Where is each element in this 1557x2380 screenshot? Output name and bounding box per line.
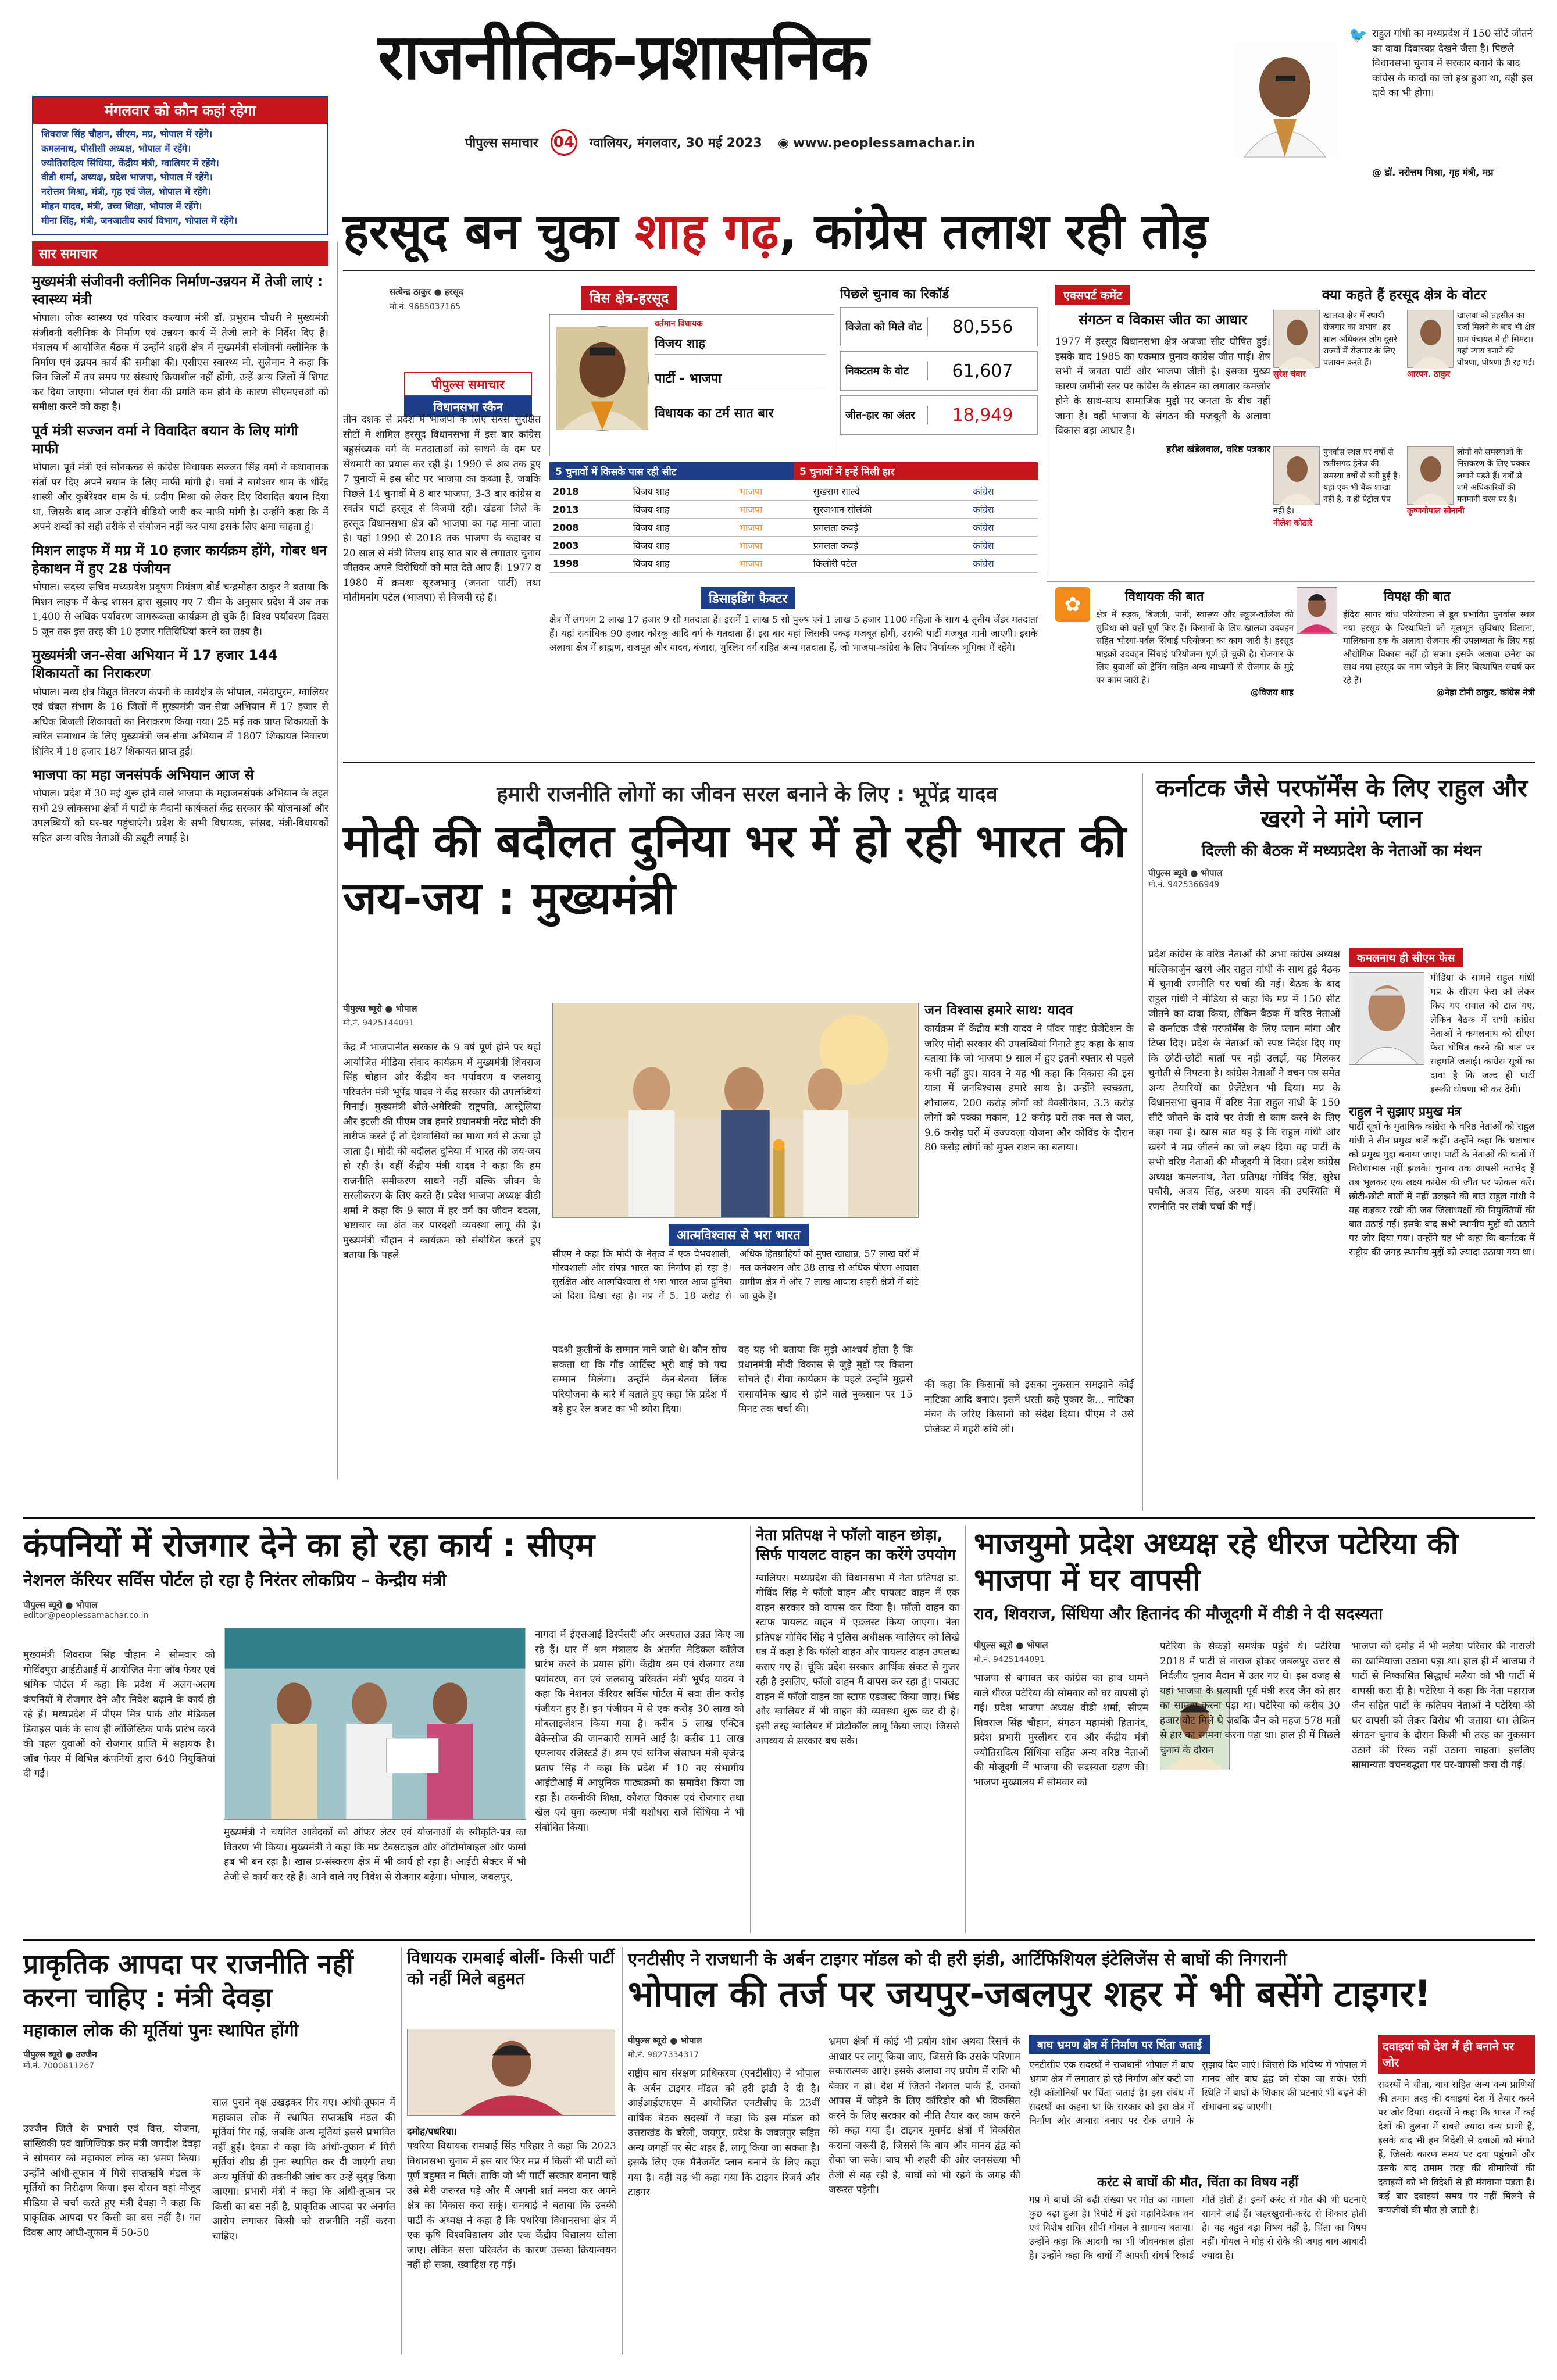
voter-card [1407, 446, 1535, 577]
tiger-box [1029, 2035, 1366, 2349]
history-cell: कांग्रेस [969, 483, 1038, 501]
dheeraj-body2: पटेरिया के सैकड़ों समर्थक पहुंचे थे। पटेरिया 2018 में पार्टी से नाराज होकर जबलपुर उत्तर से निर्दलीय चुनाव मैदान में उतर गए थे। इस वजह से यहां भाजपा के प्रत्याशी पूर्व मंत्री शरद जैन को हार का सामना करना पड़ा था। पटेरिया को करीब 30 हजार वोट मिले थे जबकि जैन को महज 578 मतों से हार का सामना करना पड़ा था। हाल ही में पिछले चुनाव के दौरान [1160, 1641, 1340, 1756]
brief-rail-title: सार समाचार [32, 241, 328, 266]
harsud-byline: सत्येन्द्र ठाकुर ● हरसूद [390, 287, 464, 297]
tiger-body1: राष्ट्रीय बाघ संरक्षण प्राधिकरण (एनटीसीए) ने भोपाल के अर्बन टाइगर मॉडल को हरी झंडी दे दी है। आईआईएफएम में आयोजित एनटीसीए के 23वीं वार्षिक बैठक सदस्यों ने कहा कि इस मॉडल को उत्तराखंड के बरेली, जयपुर, प्रदेश के जबलपुर सहित अन्य जगहों पर सेट शहर हैं, लागू किया जा सकता है। इसके लिए एक मैनेजमेंट प्लान बनाने के लिए कहा गया है। वहीं यह भी कहा गया कि टाइगर रिजर्व और टाइगर [628, 2068, 820, 2198]
record-label: निकटतम के वोट [841, 362, 928, 380]
harsud-story [343, 198, 1535, 756]
folio-date: ग्वालियर, मंगलवार, 30 मई 2023 [589, 136, 762, 151]
harsud-headline [343, 203, 1535, 260]
dheeraj-mobile: मो.नं. 9425144091 [974, 1655, 1045, 1664]
history-cell: भाजपा [735, 555, 810, 573]
history-cell: किलोरी पटेल [810, 555, 970, 573]
history-cell: सुखराम साल्वे [810, 483, 970, 501]
history-box [549, 462, 1038, 581]
record-value: 80,556 [952, 316, 1013, 337]
harsud-headline-a: हरसूद बन चुका [343, 203, 635, 260]
opp-title: विपक्ष की बात [1384, 589, 1451, 604]
brief-list [32, 273, 328, 846]
brief-headline: मिशन लाइफ में मप्र में 10 हजार कार्यक्रम होंगे, गोबर धन हेकाथन में हुए 28 पंजीयन [32, 542, 327, 577]
opp-box [1297, 587, 1535, 698]
voter-name: कृष्णगोपाल सोनानी [1407, 506, 1465, 516]
voters-title: क्या कहते हैं हरसूद क्षेत्र के वोटर [1322, 287, 1487, 303]
globe-icon: ◉ [777, 136, 790, 151]
modi-headline: मोदी की बदौलत दुनिया भर में हो रही भारत की जय-जय : मुख्यमंत्री [343, 816, 1126, 925]
history-cell: कांग्रेस [969, 519, 1038, 537]
history-cell: विजय शाह [630, 519, 735, 537]
modi-side-title: जन विश्वास हमारे साथ: यादव [924, 1003, 1073, 1018]
history-row [549, 555, 1038, 573]
deciding-title: डिसाइडिंग फैक्टर [701, 587, 795, 609]
mahakal-mobile: मो.नं. 7000811267 [23, 2061, 95, 2071]
modi-body4: की कहा कि किसानों को इसका नुकसान समझाने कोई नाटिका आदि बनाएं। इसमें धरती कहे पुकार के... नाटिका मंचन के जरिए किसानों को संदेश दिया। पीएम ने उसे प्रोजेक्ट में गहरी रुचि ली। [924, 1379, 1134, 1435]
tiger-deck: एनटीसीए ने राजधानी के अर्बन टाइगर मॉडल को दी हरी झंडी, आर्टिफिशियल इंटेलिजेंस से बाघों की निगरानी [628, 1949, 1287, 1969]
rambai-photo [407, 2029, 616, 2116]
history-cell: सुरजभान सोलंकी [810, 501, 970, 519]
modi-side [924, 1000, 1134, 1372]
record-row [840, 307, 1038, 346]
harsud-kicker: विस क्षेत्र-हरसूद [581, 286, 677, 310]
bjp-lotus-icon: ✿ [1055, 587, 1090, 622]
scan-brand: पीपुल्स समाचार [404, 372, 532, 396]
voter-photo [1273, 310, 1320, 368]
mahakal-headline: प्राकृतिक आपदा पर राजनीति नहीं करना चाहिए : मंत्री देवड़ा [23, 1948, 353, 2013]
mla-photo [556, 326, 649, 431]
tiger-box-body: एनटीसीए एक सदस्यों ने राजधानी भोपाल में बाघ भ्रमण क्षेत्र में लगातार हो रहे निर्माण और कटी जा रही कॉलोनियों पर चिंता जताई है। इस संबंध में सदस्यों का कहना था कि सरकार को इस क्षेत्र में निर्माण और आवास बनाए पर रोक लगाने के सुझाव दिए जाएं। जिससे कि भविष्य में भोपाल में मानव और बाघ द्वंद्व को रोका जा सके। ऐसी स्थिति में बाघों के शिकार की घटनाएं भी बढ़ने की संभावना बढ़ जाएगी। [1029, 2059, 1366, 2126]
tiger-headline: भोपाल की तर्ज पर जयपुर-जबलपुर शहर में भी बसेंगे टाइगर! [628, 1972, 1431, 2015]
dheeraj-byline: पीपुल्स ब्यूरो ● भोपाल [974, 1640, 1048, 1650]
voter-quote: खालवा क्षेत्र में स्थायी रोजगार का अभाव। हर साल अधिकतर लोग दूसरे राज्यों में रोजगार के लिए पलायन करते हैं। [1323, 311, 1397, 368]
history-cell: कांग्रेस [969, 555, 1038, 573]
schedule-item: ज्योतिरादित्य सिंधिया, केंद्रीय मंत्री, ग्वालियर में रहेंगे। [41, 157, 219, 169]
harsud-headline-b: शाह गढ़ [635, 203, 779, 260]
jobs-byline: पीपुल्स ब्यूरो ● भोपाल [23, 1600, 98, 1611]
modi-mobile: मो.नं. 9425144091 [343, 1019, 415, 1028]
dheeraj-deck: राव, शिवराज, सिंधिया और हितानंद की मौजूदगी में वीडी ने दी सदस्यता [974, 1604, 1383, 1623]
mla-side-box [1055, 587, 1294, 698]
portrait-narottam [1233, 41, 1337, 157]
schedule-item: वीडी शर्मा, अध्यक्ष, प्रदेश भाजपा, भोपाल में रहेंगे। [41, 171, 213, 183]
karnataka-deck: दिल्ली की बैठक में मध्यप्रदेश के नेताओं का मंथन [1201, 842, 1482, 860]
opp-body: इंदिरा सागर बांध परियोजना से डूब प्रभावित पुनर्वास स्थल नया हरसूद के विस्थापितों को मूलभूत सुविधाएं दिलाना, मालिकाना हक के अलावा रोजगार की उपलब्धता के लिए यहां औद्योगिक विकास नहीं हो सका। इसके अलावा छनेरा का साथ नया हरसूद का नाम जोड़ने के लिए विस्थापित संघर्ष कर रहे हैं। [1343, 609, 1535, 685]
record-value: 18,949 [952, 405, 1013, 426]
voter-name: सुरेश चंबार [1273, 370, 1306, 380]
schedule-box [32, 96, 328, 235]
mahakal-story [23, 1947, 395, 2354]
history-cell: प्रमलता कवड़े [810, 537, 970, 555]
dheeraj-story [974, 1526, 1535, 1933]
voters-grid [1273, 310, 1535, 577]
expert-title: एक्सपर्ट कमेंट [1055, 285, 1130, 305]
schedule-item: मीना सिंह, मंत्री, जनजातीय कार्य विभाग, भोपाल में रहेंगे। [41, 215, 238, 226]
history-cell: विजय शाह [630, 483, 735, 501]
opp-photo [1297, 587, 1337, 634]
modi-deck: हमारी राजनीति लोगों का जीवन सरल बनाने के लिए : भूपेंद्र यादव [497, 782, 998, 806]
voters-box [1273, 285, 1535, 576]
expert-headline: संगठन व विकास जीत का आधार [1078, 312, 1248, 328]
karnataka-mobile: मो.नं. 9425366949 [1148, 880, 1220, 889]
tiger-box2-title: करंट से बाघों की मौत, चिंता का विषय नहीं [1097, 2175, 1298, 2190]
brief-rail [32, 241, 328, 1480]
brief-headline: मुख्यमंत्री संजीवनी क्लीनिक निर्माण-उन्नयन में तेजी लाएं : स्वास्थ्य मंत्री [32, 273, 323, 308]
deciding-body: क्षेत्र में लगभग 2 लाख 17 हजार 9 सौ मतदाता हैं। इसमें 1 लाख 5 सौ पुरुष एवं 1 लाख 5 हजार 1100 महिला के साथ 4 तृतीय जेंडर मतदाता हैं। यहां सर्वाधिक 90 हजार कोरकू आदि वर्ग के मतदाता हैं। इस बार यहां जिसकी पकड़ मजबूत होगी, उसकी पार्टी मजबूत मानी जाएगी। इसके अलावा क्षेत्र में ब्राह्मण, राजपूत और यादव, बंजारा, मुस्लिम वर्ग सहित अन्य मतदाता हैं, जो भाजपा-कांग्रेस के लिए निर्णायक भूमिका में रहेंगे। [549, 614, 1038, 653]
tiger-box-title: बाघ भ्रमण क्षेत्र में निर्माण पर चिंता जताई [1029, 2035, 1210, 2054]
history-cell: कांग्रेस [969, 537, 1038, 555]
brief-body: भोपाल। पूर्व मंत्री एवं सोनकच्छ से कांग्रेस विधायक सज्जन सिंह वर्मा ने कथावाचक संतों पर दिए अपने बयान के लिए माफी मांगी है। वर्मा ने बागेश्वर धाम के धीरेंद्र शास्त्री और कुबेरेश्वर धाम के पं. प्रदीप मिश्रा को लेकर दिए विवादित बयान दिया था, जिसके बाद आज उन्होंने वीडियो जारी कर माफी मांगी है। उन्होंने कहा कि मैं अपने शब्दों को सही तरीके से संयोजन नहीं कर पाया इसके लिए क्षमा चाहता हूं। [32, 462, 328, 533]
mahakal-body1: उज्जैन जिले के प्रभारी एवं वित्त, योजना, सांख्यिकी एवं वाणिज्यिक कर मंत्री जगदीश देवड़ा ने सोमवार को महाकाल लोक का भ्रमण किया। उन्होंने आंधी-तूफान में गिरी सप्तऋषि मंडल के मूर्तियों का निरीक्षण किया। इस दौरान वहां मौजूद मीडिया से चर्चा करते हुए मंत्री देवड़ा ने कहा कि प्राकृतिक आपदा पर किसी का बस नहीं है। गत दिवस आए आंधी-तूफान में 50-50 [23, 2123, 201, 2239]
voter-card [1273, 446, 1401, 577]
scan-title: विधानसभा स्कैन [404, 396, 532, 417]
tiger-body2: भ्रमण क्षेत्रों में कोई भी प्रयोग शोध अथवा रिसर्च के आधार पर लागू किया जाए, जिससे कि उसके परिणाम सकारात्मक आएं। इसके अलावा नए प्रयोग में राशि भी बेकार न हो। देश में जितने नेशनल पार्क हैं, उनको आपस में जोड़ने के लिए कॉरिडोर को भी विकसित करने के लिए सरकार को नीति तैयार कर काम करने को कहा गया है। टाइगर मूवमेंट क्षेत्रों में विकसित कराना जरूरी है, जिससे कि बाघ और मानव द्वंद्व को रोका जा सके। बाघ भी शहरी की ओर जनसंख्या भी तेजी से बढ़ रही है, बाघों को भी रहने के जगह की जरूरत पड़ेगी। [829, 2036, 1020, 2196]
karnataka-headline: कर्नाटक जैसे परफॉर्मेंस के लिए राहुल और खरगे ने मांगे प्लान [1156, 774, 1527, 833]
tiger-box2-body: मप्र में बाघों की बढ़ी संख्या पर मौत का मामला कुछ बढ़ा हुआ है। रिपोर्ट में इसे महानिदेशक वन एवं विशेष सचिव सीपी गोयल ने सामान्य बताया। उन्होंने कहा कि आदमी का भी जीवनकाल होता है। उन्होंने कहा कि बाघों में आपसी संघर्ष रिकार्ड मौतें होती हैं। इनमें करंट से मौत की भी घटनाएं सामने आई हैं। जहरखुरानी-करंट से शिकार होती है। यह बहुत बड़ा विषय नहीं है, चिंता का विषय नहीं। गोयल ने मोह से रोके की जगह बाघ आबादी ज्यादा है। [1029, 2194, 1366, 2261]
tiger-side-title: दवाइयां को देश में ही बनाने पर जोर [1378, 2035, 1535, 2074]
tiger-mobile: मो.नं. 9827334317 [628, 2050, 699, 2060]
rambai-headline: विधायक रामबाई बोलीं- किसी पार्टी को नहीं मिले बहुमत [407, 1948, 615, 1989]
history-cell: भाजपा [735, 519, 810, 537]
jobs-email: editor@peoplessamachar.co.in [23, 1611, 149, 1621]
brief-body: भोपाल। प्रदेश में 30 मई शुरू होने वाले भाजपा के महाजनसंपर्क अभियान के तहत सभी 29 लोकसभा क्षेत्रों में पार्टी के मैदानी कार्यकर्ता केंद्र सरकार की योजनाओं और उपलब्धियों को घर-घर पहुंचाएंगे। प्रदेश के सभी विधायक, सांसद, मंत्री-विधायकों सहित अन्य वरिष्ठ नेताओं की ड्यूटी लगाई है। [32, 788, 328, 844]
cmface-title: कमलनाथ ही सीएम फेस [1349, 948, 1463, 967]
modi-photo [552, 1003, 919, 1218]
tiger-byline: पीपुल्स ब्यूरो ● भोपाल [628, 2035, 702, 2046]
tweet-text: राहुल गांधी का मध्यप्रदेश में 150 सीटें जीतने का दावा दिवास्वप्न देखने जैसा है। पिछले विधानसभा चुनाव में सरकार बनाने के बाद कांग्रेस के कादों का जो हश्र हुआ था, वही इस दावे का भी होगा। [1372, 28, 1533, 99]
record-row [840, 395, 1038, 435]
pilot-body: ग्वालियर। मध्यप्रदेश की विधानसभा में नेता प्रतिपक्ष डा. गोविंद सिंह ने फॉलो वाहन और पायलट वाहन में एक वाहन सरकार को वापस कर दिया है। फॉलो वाहन का स्टाफ पायलट वाहन में एडजस्ट किया जाएगा। नेता प्रतिपक्ष गोविंद सिंह ने पुलिस अधीक्षक ग्वालियर को लिखे पत्र में कहा है कि फॉलो वाहन और पायलट वाहन उपलब्ध कराए गए हैं। चूंकि प्रदेश सरकार आर्थिक संकट से गुजर रही है इसलिए, फॉलो वाहन मैं वापस कर रहा हूं। पायलट वाहन में फॉलो वाहन का स्टाफ एडजस्ट किया जाए। भिंड और ग्वालियर में भी वाहन की व्यवस्था शुरू कर दी है। इसी तरह ग्वालियर में प्रोटोकॉल लागू किया जाए। जिससे अपव्यय से सरकार बच सके। [756, 1572, 959, 1748]
voter-card [1407, 310, 1535, 441]
history-title-left: 5 चुनावों में किसके पास रही सीट [549, 462, 794, 480]
schedule-title: मंगलवार को कौन कहां रहेगा [33, 97, 327, 124]
brief-headline: भाजपा का महा जनसंपर्क अभियान आज से [32, 767, 254, 783]
voter-name: आरपन. ठाकुर [1407, 370, 1451, 380]
history-cell: 2008 [549, 519, 630, 537]
modi-caption: सीएम ने कहा कि मोदी के नेतृत्व में एक वैभवशाली, गौरवशाली और संपन्न भारत का निर्माण हो रहा है। सुरक्षित और आत्मविश्वास से भरा भारत आज दुनिया को दिशा दिखा रहा है। मप्र में 5. 18 करोड़ से अधिक हितग्राहियों को मुफ्त खाद्यान्न, 57 लाख घरों में नल कनेक्शन और 38 लाख से अधिक पीएम आवास ग्रामीण क्षेत्र में और 7 लाख आवास शहरी क्षेत्रों में बांटे जा चुके हैं। [552, 1248, 919, 1301]
record-row [840, 351, 1038, 391]
rambai-body: पथरिया विधायक रामबाई सिंह परिहार ने कहा कि 2023 विधानसभा चुनाव में इस बार फिर मप्र में किसी भी पार्टी को पूर्ण बहुमत न मिले। ताकि जो भी पार्टी सरकार बनाना चाहे उसे मेरी जरूरत पड़े और मैं अपनी शर्त मनवा कर अपने क्षेत्र का विकास करा सकूं। रामबाई ने बताया कि उनकी पार्टी के अध्यक्ष ने कहा है कि पथरिया विधानसभा क्षेत्र में एक कृषि विश्वविद्यालय और एक केंद्रीय विद्यालय खोला जाए। लेकिन सत्ता परिवर्तन के कारण उसका क्रियान्वयन नहीं हो सका, ख्वाहिश रह गई। [407, 2140, 616, 2271]
modi-body2: पदश्री कुलीनों के सम्मान माने जाते थे। कौन सोच सकता था कि गौंड आर्टिस्ट भूरी बाई को पद्म सम्मान मिलेगा। उन्होंने केन-बेतवा लिंक परियोजना के बारे में बताते हुए कहा कि प्रदेश में बड़े हुए रेल बजट का भी ब्यौरा दिया। [552, 1344, 727, 1415]
brief-headline: मुख्यमंत्री जन-सेवा अभियान में 17 हजार 144 शिकायतों का निराकरण [32, 647, 278, 682]
history-cell: भाजपा [735, 483, 810, 501]
expert-body: 1977 में हरसूद विधानसभा क्षेत्र अजजा सीट घोषित हुई। इसके बाद 1985 का एकमात्र चुनाव कांग्रेस जीत पाई। शेष सभी में जनता पार्टी और भाजपा जीती है। इसका मुख्य कारण जमीनी स्तर पर कांग्रेस के संगठन का लगातार कमजोर होने के साथ-साथ सामाजिक मुद्दों पर जनता के बीच नहीं जाना है। वहीं भाजपा के संगठन की मजबूती के अलावा विकास बड़ा आधार है। [1055, 336, 1270, 437]
pilot-headline: नेता प्रतिपक्ष ने फॉलो वाहन छोड़ा, सिर्फ पायलट वाहन का करेंगे उपयोग [756, 1527, 956, 1564]
expert-box [1055, 285, 1270, 576]
history-cell: विजय शाह [630, 537, 735, 555]
history-row [549, 519, 1038, 537]
mahakal-byline: पीपुल्स ब्यूरो ● उज्जैन [23, 2049, 97, 2060]
mla-side-title: विधायक की बात [1125, 589, 1204, 604]
folio-line [465, 129, 976, 156]
jobs-body1: मुख्यमंत्री शिवराज सिंह चौहान ने सोमवार को गोविंदपुरा आईटीआई में आयोजित मेगा जॉब फेयर एवं श्रमिक पोर्टल में कहा कि प्रदेश में अलग-अलग कंपनियों में रोजगार देने और निवेश बढ़ाने के कार्य हो रहे हैं। मध्यप्रदेश में पीएम मित्र पार्क और मेडिकल डिवाइस पार्क के साथ ही लॉजिस्टिक पार्क प्रारंभ करने की पहल युवाओं को रोजगार प्राप्ति में सहायक है। जॉब फेयर में विभिन्न कंपनियों द्वारा 640 नियुक्तियां दी गईं। [23, 1649, 215, 1779]
record-label: जीत-हार का अंतर [841, 406, 928, 424]
pilot-story [756, 1526, 959, 1933]
history-title-right: 5 चुनावों में इन्हें मिली हार [794, 462, 1038, 480]
brief-body: भोपाल। लोक स्वास्थ्य एवं परिवार कल्याण मंत्री डॉ. प्रभुराम चौधरी ने मुख्यमंत्री संजीवनी क्लीनिक के निर्माण एवं उन्नयन कार्य में तेजी लाने के निर्देश दिए हैं। मंत्रालय में आयोजित बैठक में उन्होंने शहरी क्षेत्र में मुख्यमंत्री संजीवनी क्लीनिक के निर्माण एवं उन्नयन कार्य की समीक्षा की। एसीएस स्वास्थ्य मो. सुलेमान ने कहा कि जिन जिलों में तय समय पर संस्थाएं क्रियाशील नहीं होंगी, उन्हें अन्य जिलों में शिफ्ट कर दिया जाएगा। भोपाल एवं रीवा की प्रगति कम होने के कारण सीएमएचओ को समीक्षा करने को कहा है। [32, 312, 328, 413]
schedule-item: शिवराज सिंह चौहान, सीएम, मप्र, भोपाल में रहेंगे। [41, 128, 213, 140]
voter-photo [1407, 446, 1454, 505]
jobs-body2: मुख्यमंत्री ने चयनित आवेदकों को ऑफर लेटर एवं योजनाओं के स्वीकृति-पत्र का वितरण भी किया। मुख्यमंत्री ने कहा कि मप्र टेक्सटाइल और ऑटोमोबाइल और फार्मा हब भी बन रहा है। खास प्र-संस्करण क्षेत्र में भी कार्य हो रहा है। आईटी सेक्टर में भी तेजी से कार्य कर रहे हैं। आने वाले नए निवेश से रोजगार बढ़ेगा। भोपाल, जबलपुर, [224, 1827, 526, 1883]
voter-quote: पुनर्वास स्थल पर वर्षों से छतीसगढ़ ड्रेनेज की समस्या वर्षों से बनी हुई है। यहां एक भी बैंक शाखा नहीं है, न ही पेट्रोल पंप नहीं है। [1273, 448, 1401, 516]
harsud-body: तीन दशक से प्रदेश में भाजपा के लिए सबसे सुरक्षित सीटों में शामिल हरसूद विधानसभा में इस बार कांग्रेस बहुसंख्यक वर्ग के मतदाताओं को साधने के दम पर सेंधमारी का प्रयास कर रही है। 1990 से अब तक हुए 7 चुनावों में इस सीट पर भाजपा का कब्जा है, जबकि पिछले 14 चुनावों में 8 बार भाजपा, 3-3 बार कांग्रेस व स्वतंत्र पार्टी हरसूद से विजयी रही। खंडवा जिले के हरसूद विधानसभा क्षेत्र को भाजपा का गढ़ माना जाता है। यहां 1990 से 2018 तक भाजपा के कद्दावर व 20 साल से मंत्री विजय शाह सात बार से लगातार चुनाव जीतकर अपने विरोधियों को मात देते आए हैं। 1977 व 1980 में क्रमशः सूरजभानु (जनता पार्टी) तथा मोतीमनांग पटेल (भाजपा) से विजयी रहे हैं। [343, 414, 541, 603]
brief-headline: पूर्व मंत्री सज्जन वर्मा ने विवादित बयान के लिए मांगी माफी [32, 422, 298, 458]
mla-side-sign: @विजय शाह [1250, 687, 1294, 698]
brief-body: भोपाल। मध्य क्षेत्र विद्युत वितरण कंपनी के कार्यक्षेत्र के भोपाल, नर्मदापुरम, ग्वालियर एवं चंबल संभाग के 16 जिलों में मुख्यमंत्री जन-सेवा अभियान में 17 हजार से अधिक बिजली शिकायतों का निराकरण किया गया। 25 मई तक प्राप्त शिकायतों के त्वरित समाधान के लिए मुख्यमंत्री जन-सेवा अभियान में 1807 शिकायत निवारण शिविर में 18 हजार 187 शिकायत प्राप्त हुईं। [32, 686, 328, 757]
jobs-deck: नेशनल कॅरियर सर्विस पोर्टल हो रहा है निरंतर लोकप्रिय – केन्द्रीय मंत्री [23, 1570, 447, 1591]
history-cell: भाजपा [735, 537, 810, 555]
deciding-box [549, 587, 1038, 669]
voter-photo [1407, 310, 1454, 368]
harsud-headline-c: , कांग्रेस तलाश रही तोड़ [779, 203, 1208, 260]
schedule-item: कमलनाथ, पीसीसी अध्यक्ष, भोपाल में रहेंगे। [41, 142, 191, 154]
brief-body: भोपाल। सदस्य सचिव मध्यप्रदेश प्रदूषण नियंत्रण बोर्ड चन्द्रमोहन ठाकुर ने बताया कि मिशन लाइफ में केन्द्र शासन द्वारा सुझाए गए 7 थीम के अनुसार प्रदेश में अब तक 1,400 से अधिक पर्यावरण जागरूकता कार्यक्रम हो चुके हैं। विश्व पर्यावरण दिवस 5 जून तक इस तरह की 10 हजार गतिविधियां करने का लक्ष्य है। [32, 581, 328, 638]
jobs-body3: नागदा में ईएसआई डिस्पेंसरी और अस्पताल उन्नत किए जा रहे हैं। धार में श्रम मंत्रालय के अंतर्गत मेडिकल कॉलेज प्रारंभ करने के प्रयास होंगे। केंद्रीय श्रम एवं रोजगार तथा पर्यावरण, वन एवं जलवायु परिवर्तन मंत्री भूपेंद्र यादव ने कहा कि नेशनल कॅरियर सर्विस पोर्टल में सवा तीन करोड़ पंजीयन हुए हैं। इन पंजीयन में से एक करोड़ 30 लाख को मोबलाइजेशन किया गया है। करीब 5 लाख एक्टिव वेकेन्सीज की जानकारी सामने आई है। करीब 11 लाख एम्प्लायर रजिस्टर्ड हैं। श्रम एवं खनिज संसाधन मंत्री बृजेन्द्र प्रताप सिंह ने कहा कि प्रदेश में 10 नए संभागीय आईटीआई में आधुनिक पाठ्यक्रमों का समावेश किया जा रहा है। तकनीकी शिक्षा, कौशल विकास एवं रोजगार तथा खेल एवं युवा कल्याण मंत्री यशोधरा राजे सिंधिया ने भी संबोधित किया। [535, 1629, 744, 1834]
rambai-story [407, 1947, 616, 2354]
karnataka-body: प्रदेश कांग्रेस के वरिष्ठ नेताओं की अभा कांग्रेस अध्यक्ष मल्लिकार्जुन खरगे और राहुल गांधी के साथ हुई बैठक में चुनावी रणनीति पर चर्चा की गई। बैठक के बाद राहुल गांधी ने मीडिया से कहा कि मप्र में 150 सीट जीतने का दावा किया, लेकिन बैठक में वरिष्ठ नेताओं से कर्नाटक जैसे परफॉर्मेंस के लिए प्लान मांगा और टिप्स दिए। प्रदेश के नेताओं को स्पष्ट निर्देश दिए गए कि छोटी-छोटी बातों पर नहीं उलझें, यह मिलकर चुनौती से निपटना है। कांग्रेस नेताओं ने वचन पत्र समेत अन्य तैयारियों का प्रेजेंटेशन भी दिया। मप्र के विधानसभा चुनाव में वरिष्ठ नेता राहुल गांधी के 150 सीटें जीतने के दावे पर तेजी से काम करने के लिए कहा गया है। खास बात यह है कि राहुल गांधी और खरगे ने मप्र जीतने का जो लक्ष्य दिया वह पार्टी के सभी वरिष्ठ नेताओं की मौजूदगी में दिया। प्रदेश कांग्रेस अध्यक्ष कमलनाथ, नेता प्रतिपक्ष गोविंद सिंह, सुरेश पचौरी, अजय सिंह, अरुण यादव की उपस्थिति में रणनीति पर लंबी चर्चा की गई। [1148, 949, 1340, 1213]
opp-sign: @नेहा टोनी ठाकुर, कांग्रेस नेत्री [1435, 687, 1535, 698]
modi-side-body: कार्यक्रम में केंद्रीय मंत्री यादव ने पॉवर पाइंट प्रेजेंटेशन के जरिए मोदी सरकार की उपलब्धियां गिनाते हुए कहा के साथ बताया कि जो भाजपा 9 साल में हुए इतनी रफ्तार से पहले कभी नहीं हुए। यादव ने यह भी कहा कि विकास की इस यात्रा में जनविश्वास हमारे साथ है। उन्होंने स्वच्छता, शौचालय, 200 करोड़ लोगों को वैक्सीनेशन, 3.3 करोड़ लोगों को पक्का मकान, 12 करोड़ घरों तक नल से जल, 9.6 करोड़ घरों में उज्ज्वला योजना और कोविड के दौरान 80 करोड़ लोगों को मुफ्त राशन का बताया। [924, 1023, 1134, 1153]
twitter-bird-icon: 🐦 [1349, 27, 1368, 44]
expert-name: हरीश खंडेलवाल, वरिष्ठ पत्रकार [1166, 443, 1270, 455]
kamalnath-photo [1349, 972, 1424, 1065]
voter-quote: लोगों को समस्याओं के निराकरण के लिए चक्कर लगाने पड़ते हैं। वर्षों से जमे अधिकारियों की मनमानी चरम पर है। [1457, 448, 1530, 505]
mahakal-body2: साल पुराने वृक्ष उखड़कर गिर गए। आंधी-तूफान में महाकाल लोक में स्थापित सप्तऋषि मंडल की मूर्तियां गिर गईं, जबकि अन्य मूर्तियां इससे प्रभावित नहीं हुईं। देवड़ा ने कहा कि आंधी-तूफान में गिरी मूर्तियां शीघ्र ही पुनः स्थापित कर दी जाएंगी तथा अन्य मूर्तियों की तकनीकी जांच कर उन्हें सुदृढ़ किया जाएगा। प्रभारी मंत्री ने कहा कि आंधी-तूफान पर किसी का बस नहीं है, प्राकृतिक आपदा पर अनर्गल आरोप लगाकर किसी को राजनीति नहीं करना चाहिए। [212, 2097, 395, 2242]
paper-title: राजनीतिक-प्रशासनिक [378, 21, 868, 94]
voter-name: नीलेश कोठारे [1273, 518, 1313, 528]
history-row [549, 483, 1038, 501]
history-row [549, 537, 1038, 555]
folio-website: www.peoplessamachar.in [793, 136, 976, 151]
history-cell: 2018 [549, 483, 630, 501]
schedule-list [33, 124, 327, 232]
modi-caption-title: आत्मविश्वास से भरा भारत [669, 1224, 809, 1246]
history-cell: भाजपा [735, 501, 810, 519]
modi-body1: केंद्र में भाजपानीत सरकार के 9 वर्ष पूर्ण होने पर यहां आयोजित मीडिया संवाद कार्यक्रम में मुख्यमंत्री शिवराज सिंह चौहान और केंद्रीय वन पर्यावरण व जलवायु परिवर्तन मंत्री भूपेंद्र यादव ने केंद्र सरकार की उपलब्धियां गिनाईं। मुख्यमंत्री बोले-अमेरिकी राष्ट्रपति, आस्ट्रेलिया और इटली की पीएम जब हमारे प्रधानमंत्री नरेंद्र मोदी की तारीफ करते हैं तो देशवासियों का माथा गर्व से ऊंचा हो जाता है। मोदी की बदौलत दुनिया में भारत की जय-जय हो रही है। वहीं केंद्रीय मंत्री यादव ने कहा कि हम राजनीति समीकरण साधने नहीं बल्कि जीवन के सरलीकरण के लिए करते हैं। प्रदेश भाजपा अध्यक्ष वीडी शर्मा ने कहा कि 9 साल में हर वर्ग का जीवन बदला, भ्रष्टाचार का अंत कर पारदर्शी व्यवस्था लागू की है। मुख्यमंत्री चौहान ने कार्यक्रम को संबोधित करते हुए बताया कि पहले [343, 1042, 541, 1261]
jobs-photo [224, 1628, 526, 1820]
page-number: 04 [551, 129, 577, 156]
modi-story [343, 773, 1140, 1511]
dheeraj-body3: भाजपा को दमोह में भी मलैया परिवार की नाराजी का खामियाजा उठाना पड़ा था। हाल ही में भाजपा ने पार्टी से निष्कासित सिद्धार्थ मलैया को भी पार्टी में वापसी करा दी है। पटेरिया ने कहा कि नेता महाराज जैन सहित पार्टी के कतिपय नेताओं ने पटेरिया की घर वापसी को लेकर विरोध भी जताया था। लेकिन संगठन चुनाव के दौरान किसी भी तरह का नुकसान उठाने की रिस्क नहीं उठाना चाहता। इसलिए सामान्यतः वचनबद्धता पर घर-वापसी करा दी गई। [1352, 1641, 1535, 1771]
history-cell: 2003 [549, 537, 630, 555]
masthead [0, 0, 1557, 226]
history-cell: प्रमलता कवड़े [810, 519, 970, 537]
karnataka-byline: पीपुल्स ब्यूरो ● भोपाल [1148, 868, 1223, 878]
harsud-mobile: मो.नं. 9685037165 [390, 302, 461, 312]
history-row [549, 501, 1038, 519]
record-rows [840, 307, 1038, 435]
history-cell: विजय शाह [630, 501, 735, 519]
rambai-dateline: दमोह/पथरिया। [407, 2126, 458, 2137]
record-box [840, 285, 1038, 456]
history-cell: विजय शाह [630, 555, 735, 573]
schedule-item: मोहन यादव, मंत्री, उच्च शिक्षा, भोपाल में रहेंगे। [41, 200, 202, 212]
tweet-box [1233, 23, 1535, 186]
karnataka-story [1148, 773, 1535, 1511]
mla-terms: विधायक का टर्म सात बार [655, 406, 774, 421]
mla-side-body: क्षेत्र में सड़क, बिजली, पानी, स्वास्थ्य और स्कूल-कॉलेज की सुविधा को यहाँ पूर्ण किए हैं। किसानों के लिए खालवा उदवहन सहित भोरगां-पर्वल सिंचाई परियोजना का काम जारी है। हरसूद माइक्रो उदवहन सिंचाई परियोजना पूर्ण हो चुकी है। रोजगार के लिए युवाओं को ट्रेनिंग सहित अन्य माध्यमों से रोजगार के मुद्दे पर काम जारी है। [1096, 609, 1294, 685]
folio-paper: पीपुल्स समाचार [465, 136, 538, 151]
modi-byline: पीपुल्स ब्यूरो ● भोपाल [343, 1003, 417, 1014]
record-label: विजेता को मिले वोट [841, 317, 928, 336]
mla-label: वर्तमान विधायक [655, 319, 703, 328]
history-cell: 1998 [549, 555, 630, 573]
jobs-headline: कंपनियों में रोजगार देने का हो रहा कार्य : सीएम [23, 1527, 595, 1564]
tiger-side-body: सदस्यों ने चीता, बाघ सहित अन्य वन्य प्राणियों की तमाम तरह की दवाइयां देश में तैयार करने पर जोर दिया। सदस्यों ने कहा कि भारत में कई देशों की तुलना में सबसे ज्यादा वन्य प्राणी हैं, इसके बाद भी हम विदेशी से दवाओं को मंगाते हैं, जिसके कारण समय पर दवा पहुंचाने और उसके बाद तमाम तरह की बीमारियों की दवाइयों को भी विदेशों से ही मंगवाना पड़ता है। कई बार दवाइयां समय पर नहीं मिलने से वन्यजीवों की मौत हो जाती है। [1378, 2079, 1535, 2215]
voter-card [1273, 310, 1401, 441]
jobs-story [23, 1526, 744, 1933]
history-table [549, 483, 1038, 573]
mla-name: विजय शाह [655, 332, 826, 355]
tiger-story [628, 1947, 1535, 2354]
mla-party: पार्टी - भाजपा [655, 367, 826, 389]
mla-card [549, 314, 834, 456]
history-cell: 2013 [549, 501, 630, 519]
rahul-title: राहुल ने सुझाए प्रमुख मंत्र [1349, 1105, 1462, 1118]
mahakal-deck: महाकाल लोक की मूर्तियां पुनः स्थापित होंगी [23, 2021, 299, 2041]
voter-photo [1273, 446, 1320, 505]
rahul-body: पार्टी सूत्रों के मुताबिक कांग्रेस के वरिष्ठ नेताओं को राहुल गांधी ने तीन प्रमुख बातें कहीं। उन्होंने कहा कि भ्रष्टाचार को प्रमुख मुद्दा बनाया जाए। पार्टी के नेताओं की बातों में विरोधाभास नहीं झलके। चुनाव तक आपसी मतभेद हैं तब भूलकर एक लक्ष्य कांग्रेस की जीत पर फोकस करें। छोटी-छोटी बातों में नहीं उलझने की बात राहुल गांधी ने यह कहकर रखी की जब जिलाध्यक्षों की नियुक्तियों की बात उठाई गई। इसके बाद सभी स्थानीय मुद्दों को उठाने पर जोर दिया गया। उन्होंने यह भी कहा कि कर्नाटक में राष्ट्रीय की जगह स्थानीय मुद्दों को ज्यादा उठाया गया था। [1349, 1121, 1535, 1257]
history-cell: कांग्रेस [969, 501, 1038, 519]
voter-quote: खालवा को तहसील का दर्जा मिलने के बाद भी क्षेत्र ग्राम पंचायत में ही सिमटा। यहां न्याय बनाने की घोषणा, घोषणा ही रह गई। [1457, 311, 1535, 368]
modi-body3: वह यह भी बताया कि मुझे आश्चर्य होता है कि प्रधानमंत्री मोदी विकास से जुड़े मुद्दों पर कितना सोचते हैं। रीवा कार्यक्रम के पहले उन्होंने मुझसे रासायनिक खाद से होने वाले नुकसान पर 15 मिनट तक चर्चा की। [738, 1344, 913, 1415]
cmface-body: मीडिया के सामने राहुल गांधी मप्र के सीएम फेस को लेकर किए गए सवाल को टाल गए, लेकिन बैठक में सभी कांग्रेस नेताओं ने कमलनाथ को सीएम फेस घोषित करने की बात पर सहमति जताई। कांग्रेस सूत्रों का दावा है कि जल्द ही पार्टी इसकी घोषणा भी कर देगी। [1430, 972, 1535, 1095]
schedule-item: नरोत्तम मिश्रा, मंत्री, गृह एवं जेल, भोपाल में रहेंगे। [41, 186, 211, 198]
tiger-side [1378, 2035, 1535, 2349]
record-title: पिछले चुनाव का रिकॉर्ड [840, 287, 949, 302]
tweet-author: @ डॉ. नरोत्तम मिश्रा, गृह मंत्री, मप्र [1372, 167, 1494, 178]
dheeraj-body1: भाजपा से बगावत कर कांग्रेस का हाथ थामने वाले धीरज पटेरिया की सोमवार को घर वापसी हो गई। प्रदेश भाजपा अध्यक्ष वीडी शर्मा, सीएम शिवराज सिंह चौहान, संगठन महामंत्री हितानंद, प्रदेश प्रभारी मुरलीधर राव और केंद्रीय मंत्री ज्योतिरादित्य सिंधिया सहित अन्य वरिष्ठ नेताओं की मौजूदगी में भाजपा की सदस्यता ग्रहण की। भाजपा मुख्यालय में सोमवार को [974, 1673, 1148, 1788]
dheeraj-headline: भाजयुमो प्रदेश अध्यक्ष रहे धीरज पटेरिया की भाजपा में घर वापसी [974, 1527, 1458, 1598]
record-value: 61,607 [952, 360, 1013, 381]
